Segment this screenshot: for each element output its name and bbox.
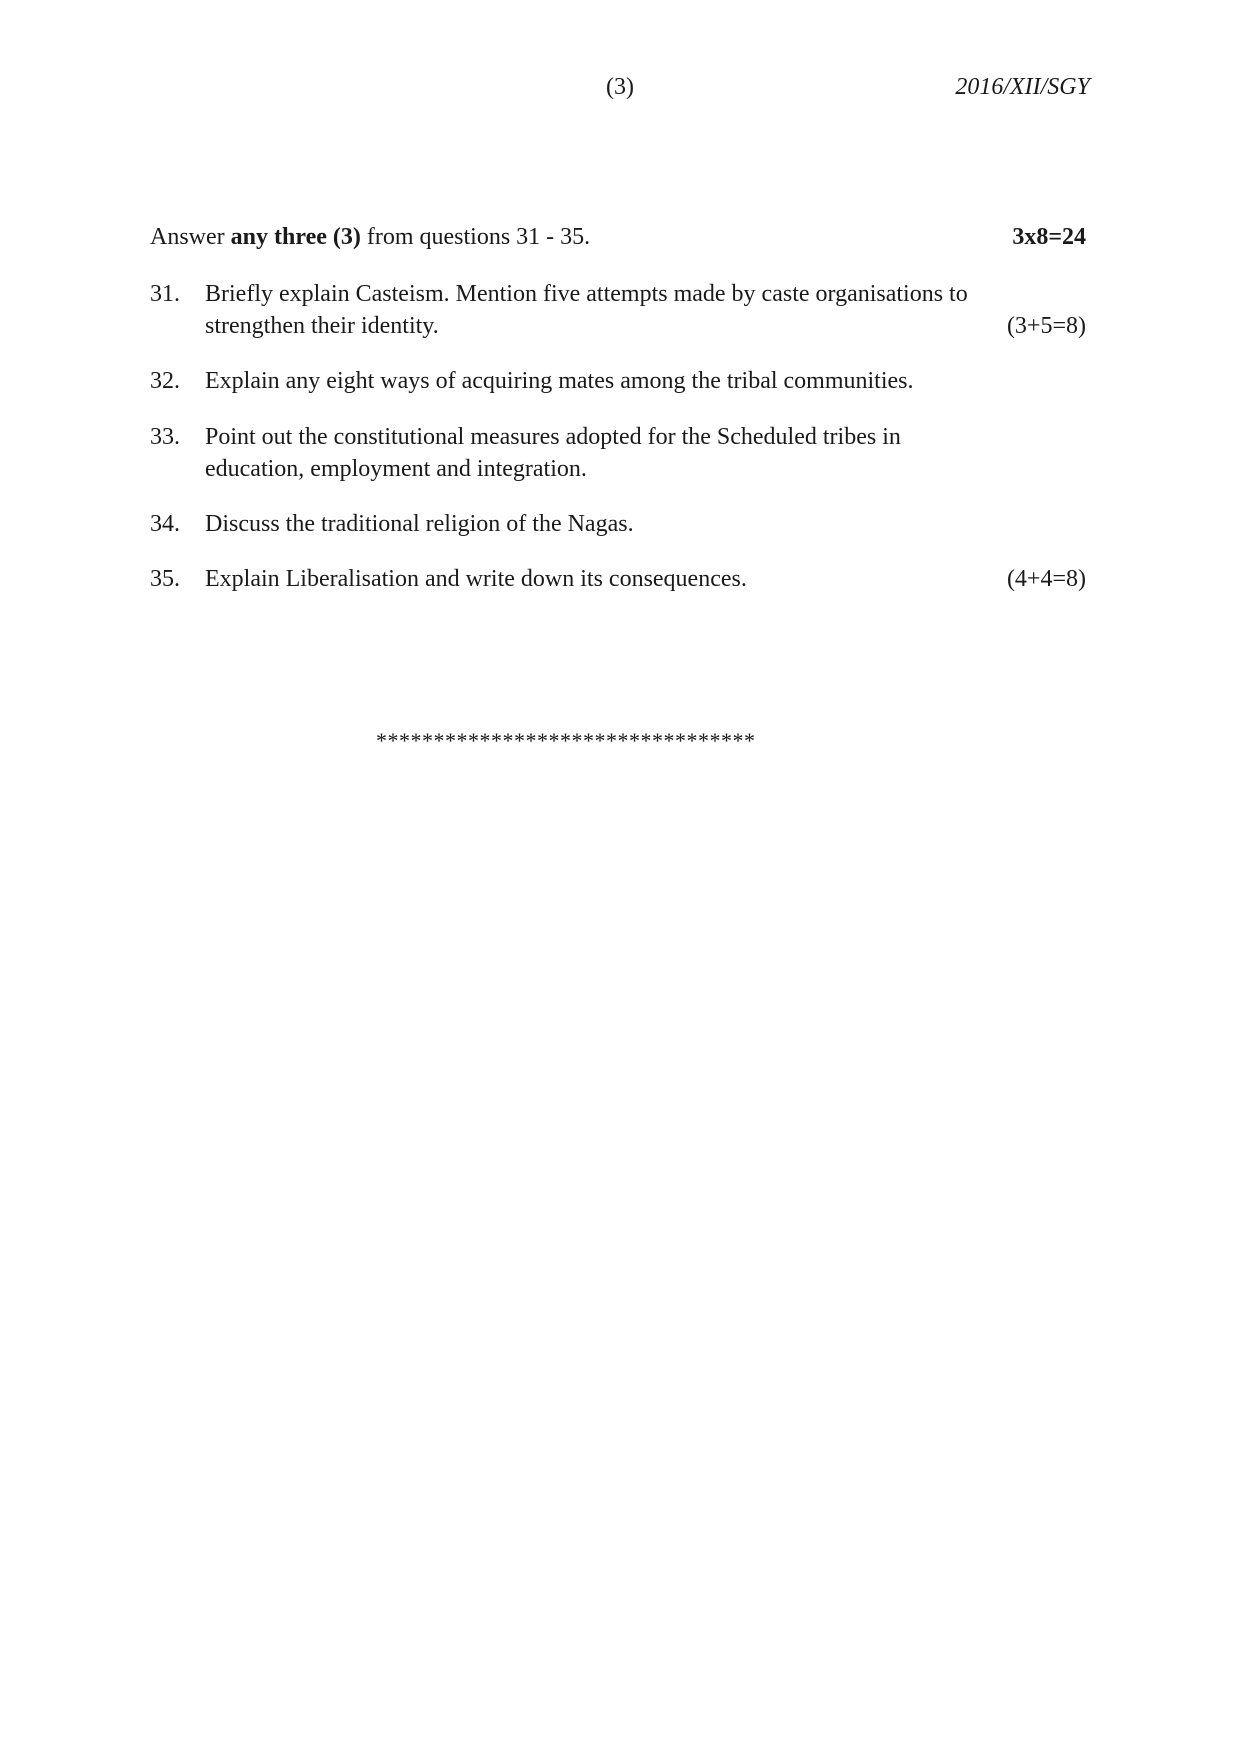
question-number: 34. [150,511,180,537]
question-item [150,365,1086,397]
question-number: 31. [150,281,180,307]
question-number: 32. [150,368,180,394]
question-item [150,563,1086,595]
question-text-line: Briefly explain Casteism. Mention five attempts made by caste organisations to [205,281,968,307]
question-text-line: Discuss the traditional religion of the Nagas. [205,511,634,537]
end-of-paper-mark: ********************************* [376,728,756,753]
question-item [150,508,1086,540]
question-text-line: Explain Liberalisation and write down its consequences. [205,566,747,592]
section-marks: 3x8=24 [1012,224,1086,250]
question-text-line: strengthen their identity. [205,313,439,339]
question-marks: (4+4=8) [1006,566,1086,592]
section-instruction [150,222,1086,252]
question-text-line: Point out the constitutional measures adopted for the Scheduled tribes in [205,424,901,450]
question-text-line: education, employment and integration. [205,456,587,482]
instruction-suffix: from questions 31 - 35. [360,224,591,250]
question-number: 33. [150,424,180,450]
instruction-prefix: Answer [150,224,231,250]
question-number: 35. [150,566,180,592]
instruction-emphasis: any three (3) [230,224,361,250]
page-number: (3) [606,74,634,100]
question-marks: (3+5=8) [1006,313,1086,339]
paper-code: 2016/XII/SGY [955,74,1090,100]
question-item [150,278,1086,342]
question-text-line: Explain any eight ways of acquiring mates among the tribal communities. [205,368,914,394]
question-item [150,421,1086,485]
